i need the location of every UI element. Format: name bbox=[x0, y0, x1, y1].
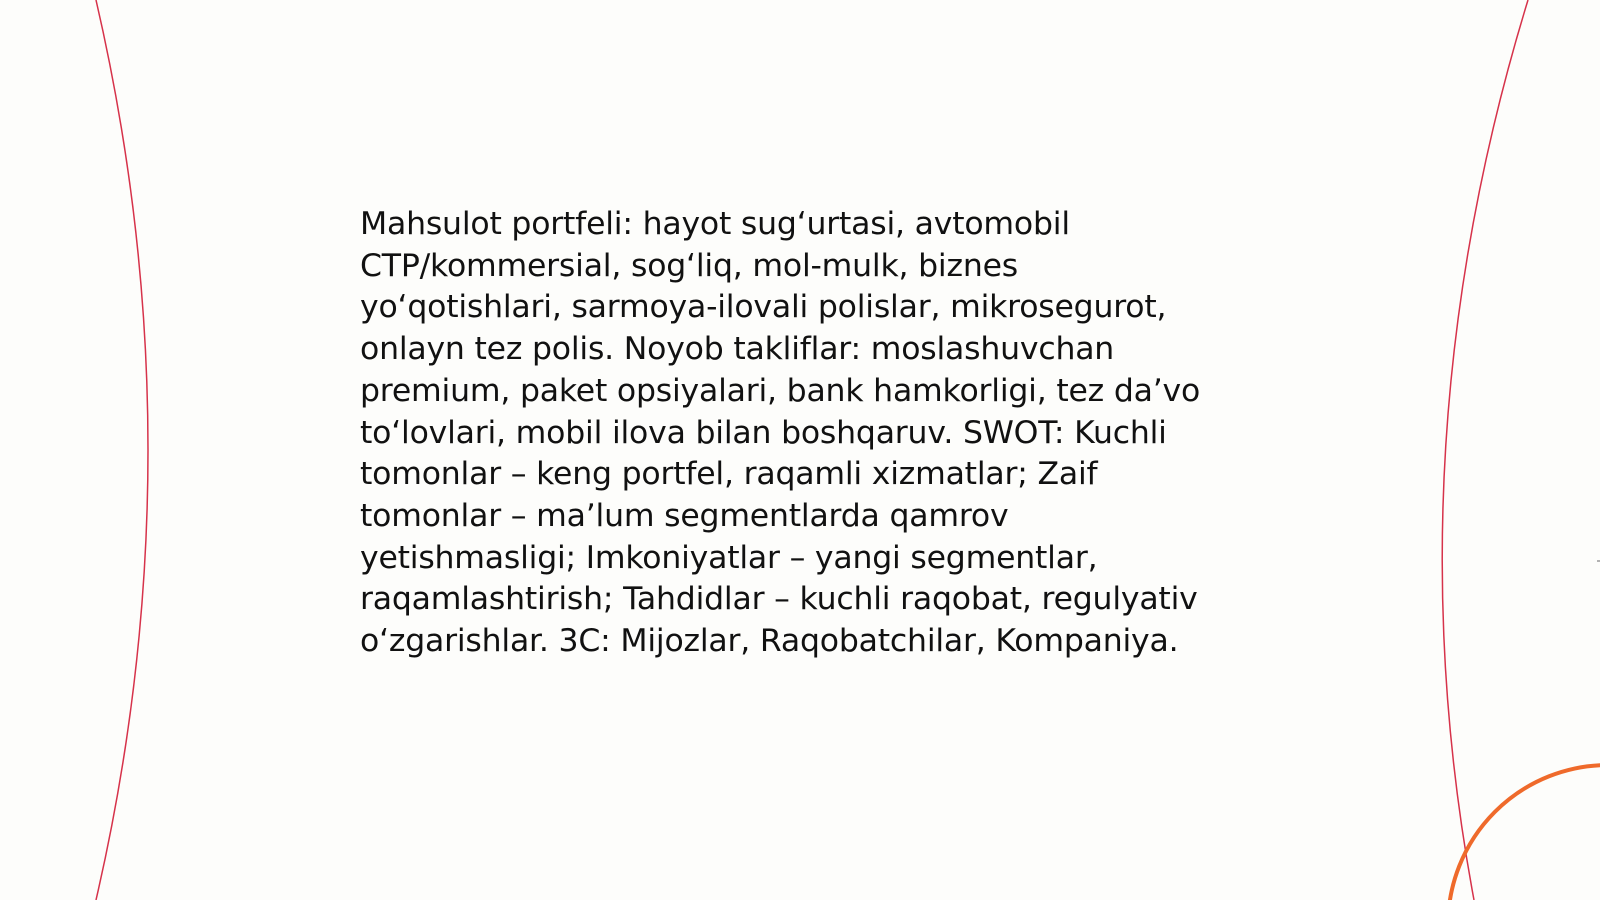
body-line: tomonlar – ma’lum segmentlarda qamrov bbox=[360, 497, 1009, 534]
body-line: to‘lovlari, mobil ilova bilan boshqaruv. SWOT: Kuchli bbox=[360, 414, 1167, 451]
left-arc-line bbox=[96, 0, 148, 900]
body-text bbox=[360, 204, 1260, 663]
body-line: CTP/kommersial, sog‘liq, mol-mulk, biznes bbox=[360, 247, 1018, 284]
right-arc-line bbox=[1442, 0, 1528, 900]
body-line: yetishmasligi; Imkoniyatlar – yangi segmentlar, bbox=[360, 539, 1098, 576]
body-line: yo‘qotishlari, sarmoya-ilovali polislar, mikrosegurot, bbox=[360, 289, 1167, 326]
body-line: o‘zgarishlar. 3C: Mijozlar, Raqobatchilar, Kompaniya. bbox=[360, 623, 1179, 660]
body-line: Mahsulot portfeli: hayot sug‘urtasi, avtomobil bbox=[360, 206, 1070, 242]
body-line: premium, paket opsiyalari, bank hamkorligi, tez da’vo bbox=[360, 372, 1201, 409]
body-line: raqamlashtirish; Tahdidlar – kuchli raqobat, regulyativ bbox=[360, 581, 1198, 618]
body-line: onlayn tez polis. Noyob takliflar: moslashuvchan bbox=[360, 331, 1115, 368]
body-line: tomonlar – keng portfel, raqamli xizmatlar; Zaif bbox=[360, 456, 1098, 493]
